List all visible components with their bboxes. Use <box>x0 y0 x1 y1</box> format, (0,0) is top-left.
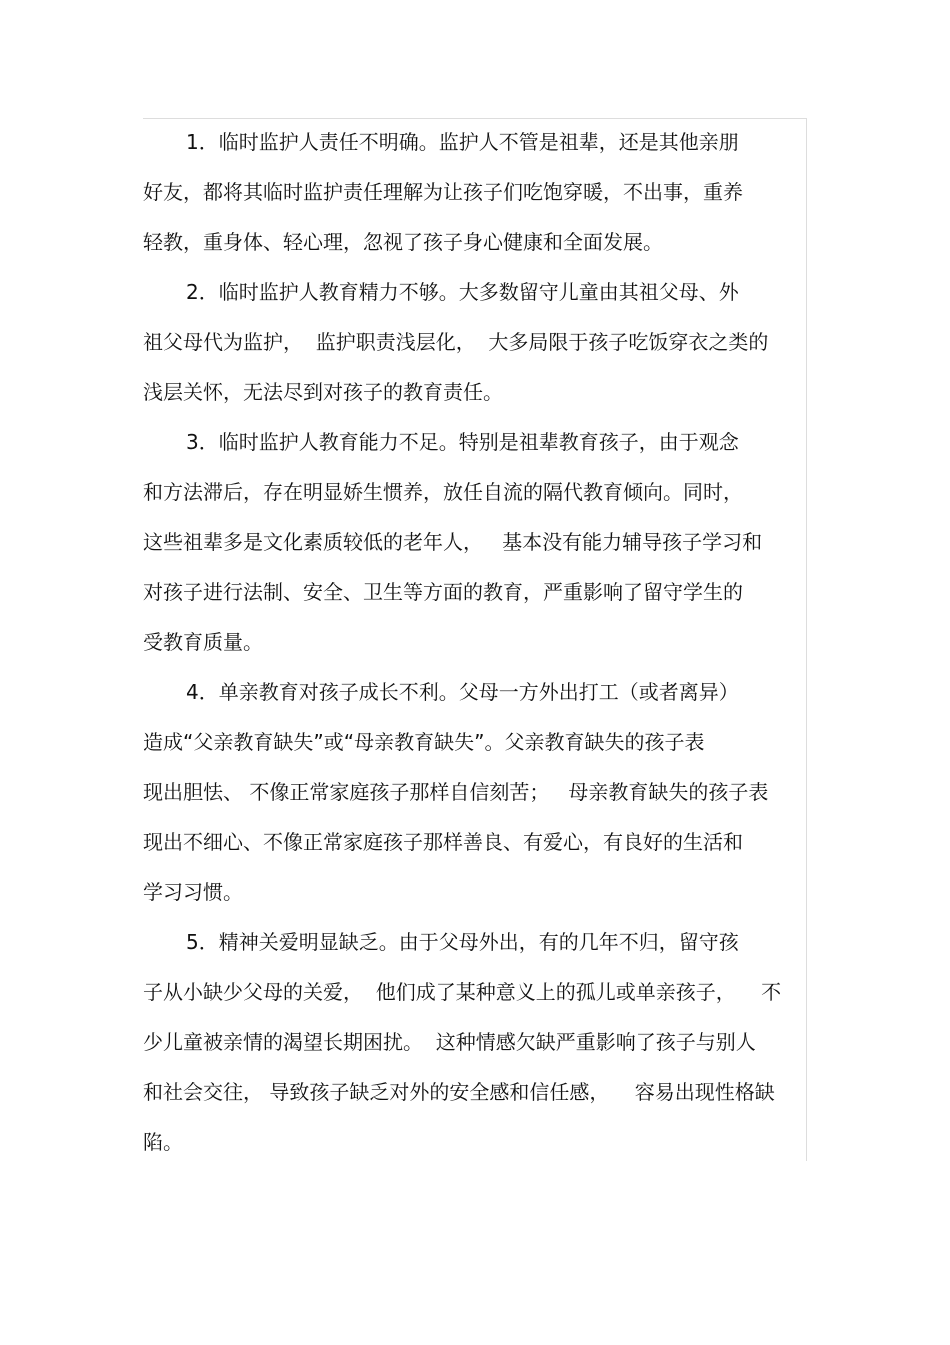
paragraph-5-line-4: 和社会交往， 导致孩子缺乏对外的安全感和信任感， 容易出现性格缺 <box>143 1080 775 1104</box>
paragraph-5-line-2: 子从小缺少父母的关爱， 他们成了某种意义上的孤儿或单亲孩子， 不 <box>143 980 782 1004</box>
paragraph-1-line-2: 好友，都将其临时监护责任理解为让孩子们吃饱穿暖，不出事，重养 <box>143 180 743 204</box>
paragraph-3-line-4: 对孩子进行法制、安全、卫生等方面的教育，严重影响了留守学生的 <box>143 580 743 604</box>
paragraph-3-line-1: 3．临时监护人教育能力不足。特别是祖辈教育孩子，由于观念 <box>186 430 739 454</box>
paragraph-4-line-5: 学习习惯。 <box>143 880 243 904</box>
paragraph-4-line-3: 现出胆怯、 不像正常家庭孩子那样自信刻苦； 母亲教育缺失的孩子表 <box>143 780 769 804</box>
paragraph-3-line-5: 受教育质量。 <box>143 630 263 654</box>
paragraph-4-line-4: 现出不细心、不像正常家庭孩子那样善良、有爱心，有良好的生活和 <box>143 830 743 854</box>
paragraph-2-line-2: 祖父母代为监护， 监护职责浅层化， 大多局限于孩子吃饭穿衣之类的 <box>143 330 769 354</box>
paragraph-3-line-2: 和方法滞后，存在明显娇生惯养，放任自流的隔代教育倾向。同时， <box>143 480 743 504</box>
paragraph-4-line-2: 造成“父亲教育缺失”或“母亲教育缺失”。父亲教育缺失的孩子表 <box>143 730 705 754</box>
paragraph-1-line-1: 1．临时监护人责任不明确。监护人不管是祖辈，还是其他亲朋 <box>186 130 739 154</box>
paragraph-2-line-1: 2．临时监护人教育精力不够。大多数留守儿童由其祖父母、外 <box>186 280 739 304</box>
paragraph-5-line-1: 5．精神关爱明显缺乏。由于父母外出，有的几年不归，留守孩 <box>186 930 739 954</box>
paragraph-5-line-5: 陷。 <box>143 1130 183 1154</box>
paragraph-4-line-1: 4．单亲教育对孩子成长不利。父母一方外出打工（或者离异） <box>186 680 739 704</box>
paragraph-1-line-3: 轻教，重身体、轻心理，忽视了孩子身心健康和全面发展。 <box>143 230 663 254</box>
paragraph-2-line-3: 浅层关怀，无法尽到对孩子的教育责任。 <box>143 380 503 404</box>
paragraph-5-line-3: 少儿童被亲情的渴望长期困扰。 这种情感欠缺严重影响了孩子与别人 <box>143 1030 756 1054</box>
paragraph-3-line-3: 这些祖辈多是文化素质较低的老年人， 基本没有能力辅导孩子学习和 <box>143 530 763 554</box>
